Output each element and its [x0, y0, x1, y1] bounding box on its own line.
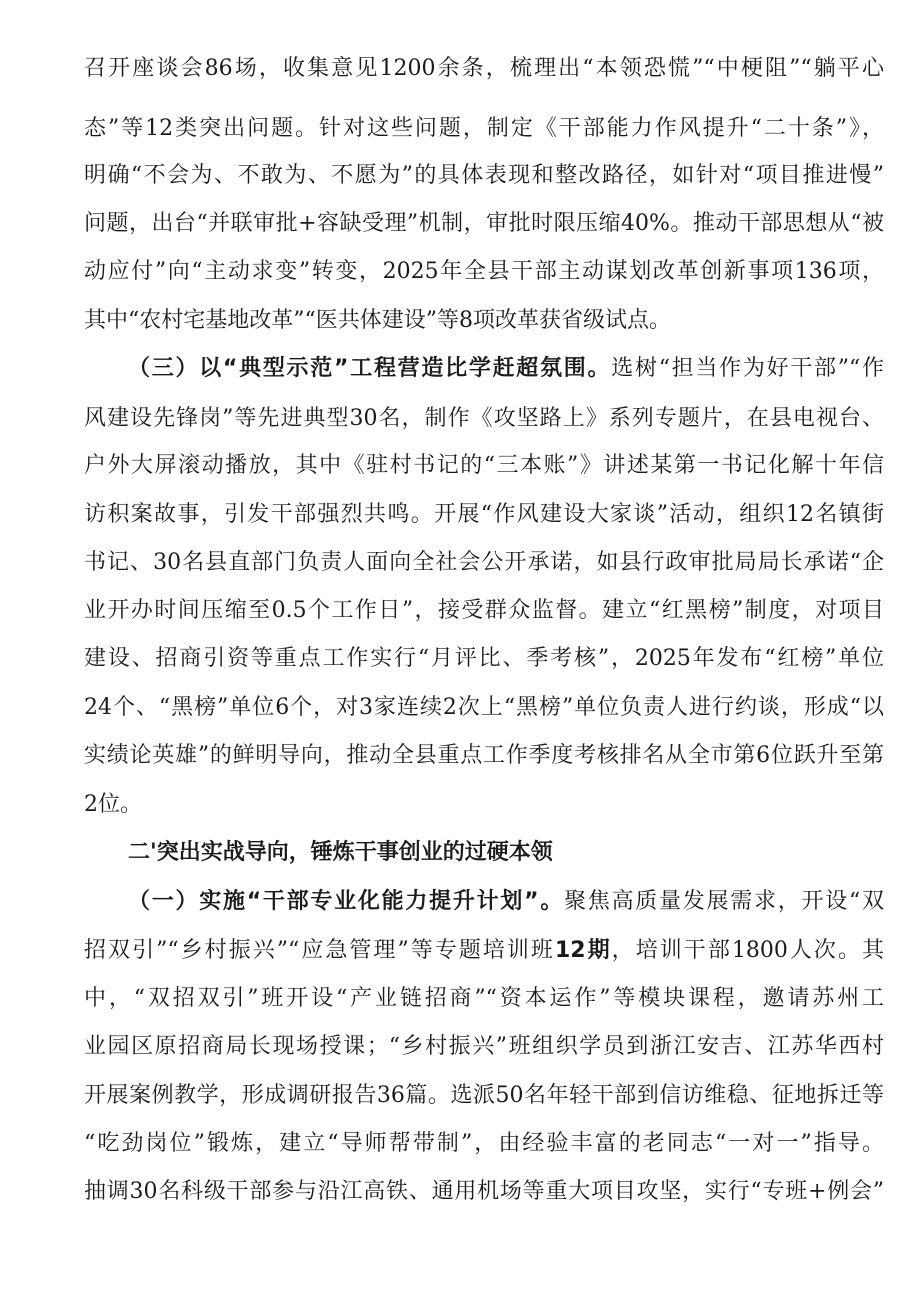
text-line: “吃劲岗位”锻炼，建立“导师帮带制”，由经验丰富的老同志“一对一”指导。 — [84, 1131, 884, 1156]
text-line: 态”等12类突出问题。针对这些问题，制定《干部能力作风提升“二十条”》， — [84, 116, 884, 141]
text-line: 2位。 — [84, 792, 142, 817]
bold-term: 12期 — [554, 938, 612, 963]
text-line: 建设、招商引资等重点工作实行“月评比、季考核”，2025年发布“红榜”单位 — [84, 646, 884, 671]
text-line: 风建设先锋岗”等先进典型30名，制作《攻坚路上》系列专题片，在县电视台、 — [84, 406, 884, 431]
text-line: 实绩论英雄”的鲜明导向，推动全县重点工作季度考核排名从全市第6位跃升至第 — [84, 743, 884, 768]
part-2-heading: 二'突出实战导向，锤炼干事创业的过硬本领 — [128, 840, 553, 865]
text-line: 问题，出台“并联审批+容缺受理”机制，审批时限压缩40%。推动干部思想从“被 — [84, 211, 884, 236]
section-3-heading: （三）以“典型示范”工程营造比学赶超氛围。 — [128, 356, 612, 381]
text-segment: 招双引”“乡村振兴”“应急管理”等专题培训班 — [84, 938, 555, 963]
text-line: 明确“不会为、不敢为、不愿为”的具体表现和整改路径，如针对“项目推进慢” — [84, 163, 884, 188]
section-3-text: 选树“担当作为好干部”“作 — [611, 356, 884, 381]
text-line: 业开办时间压缩至0.5个工作日”，接受群众监督。建立“红黑榜”制度，对项目 — [84, 598, 884, 623]
subsection-1-text: 聚焦高质量发展需求，开设“双 — [564, 889, 885, 914]
text-line: 户外大屏滚动播放，其中《驻村书记的“三本账”》讲述某第一书记化解十年信 — [84, 453, 884, 478]
text-line: 访积案故事，引发干部强烈共鸣。开展“作风建设大家谈”活动，组织12名镇街 — [84, 502, 884, 527]
subsection-1-heading: （一）实施“干部专业化能力提升计划”。 — [128, 889, 565, 914]
text-line: 动应付”向“主动求变”转变，2025年全县干部主动谋划改革创新事项136项， — [84, 259, 884, 284]
text-line: 开展案例教学，形成调研报告36篇。选派50名年轻干部到信访维稳、征地拆迁等 — [84, 1083, 884, 1108]
text-line: 24个、“黑榜”单位6个，对3家连续2次上“黑榜”单位负责人进行约谈，形成“以 — [84, 695, 884, 720]
text-line: 业园区原招商局长现场授课；“乡村振兴”班组织学员到浙江安吉、江苏华西村 — [84, 1034, 884, 1059]
subsection-1-paragraph-start — [128, 883, 884, 921]
text-line: 召开座谈会86场，收集意见1200余条，梳理出“本领恐慌”“中梗阻”“躺平心 — [84, 56, 884, 81]
text-line: 其中“农村宅基地改革”“医共体建设”等8项改革获省级试点。 — [84, 308, 671, 333]
section-3-paragraph-start — [128, 350, 884, 388]
text-line: 书记、30名县直部门负责人面向全社会公开承诺，如县行政审批局局长承诺“企 — [84, 550, 884, 575]
text-line-with-bold — [84, 932, 884, 970]
text-line: 抽调30名科级干部参与沿江高铁、通用机场等重大项目攻坚，实行“专班+例会” — [84, 1179, 884, 1204]
text-segment: ，培训干部1800人次。其 — [611, 938, 884, 963]
text-line: 中，“双招双引”班开设“产业链招商”“资本运作”等模块课程，邀请苏州工 — [84, 986, 884, 1011]
